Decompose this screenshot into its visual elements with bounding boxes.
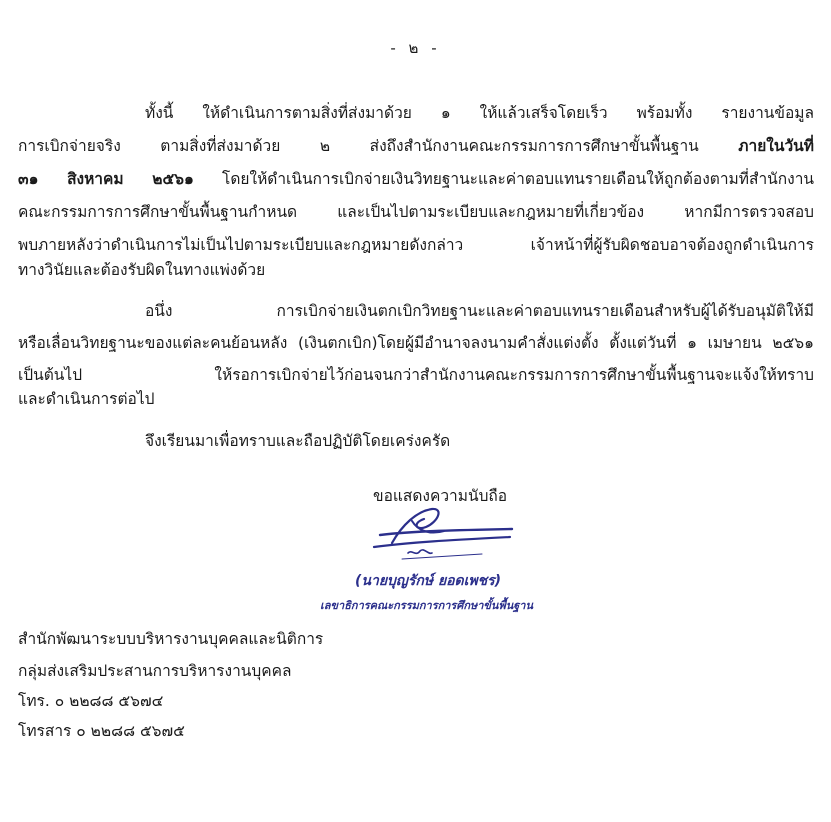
paragraph-1-line-3-text: โดยให้ดำเนินการเบิกจ่ายเงินวิทยฐานะและค่าตอบแทนรายเดือนให้ถูกต้องตามที่สำนักงาน bbox=[222, 170, 814, 188]
page-number: - ๒ - bbox=[390, 39, 441, 57]
deadline-date: ๓๑ สิงหาคม ๒๕๖๑ bbox=[18, 170, 194, 188]
footer-office: สำนักพัฒนาระบบบริหารงานบุคคลและนิติการ bbox=[18, 630, 324, 648]
paragraph-2-line-3: เป็นต้นไป ให้รอการเบิกจ่ายไว้ก่อนจนกว่าสำนักงานคณะกรรมการการศึกษาขั้นพื้นฐานจะแจ้งให้ทราบ bbox=[18, 366, 814, 384]
paragraph-2-line-4: และดำเนินการต่อไป bbox=[18, 390, 155, 408]
paragraph-1-line-1: ทั้งนี้ ให้ดำเนินการตามสิ่งที่ส่งมาด้วย ๑ ให้แล้วเสร็จโดยเร็ว พร้อมทั้ง รายงานข้อมูล bbox=[145, 104, 814, 122]
handwritten-signature bbox=[372, 497, 522, 573]
footer-phone: โทร. ๐ ๒๒๘๘ ๕๖๗๔ bbox=[18, 692, 164, 710]
paragraph-1-line-3 bbox=[18, 166, 814, 192]
paragraph-2-line-1: อนึ่ง การเบิกจ่ายเงินตกเบิกวิทยฐานะและค่าตอบแทนรายเดือนสำหรับผู้ได้รับอนุมัติให้มี bbox=[145, 302, 814, 320]
closing-phrase: ขอแสดงความนับถือ bbox=[373, 487, 508, 505]
paragraph-1-line-2-text: การเบิกจ่ายจริง ตามสิ่งที่ส่งมาด้วย ๒ ส่งถึงสำนักงานคณะกรรมการการศึกษาขั้นพื้นฐาน bbox=[18, 137, 699, 155]
deadline-label: ภายในวันที่ bbox=[738, 137, 814, 155]
signer-name: (นายบุญรักษ์ ยอดเพชร) bbox=[355, 573, 502, 589]
paragraph-3: จึงเรียนมาเพื่อทราบและถือปฏิบัติโดยเคร่งครัด bbox=[145, 432, 451, 450]
footer-fax: โทรสาร ๐ ๒๒๘๘ ๕๖๗๕ bbox=[18, 722, 185, 740]
signer-title: เลขาธิการคณะกรรมการการศึกษาขั้นพื้นฐาน bbox=[320, 599, 533, 612]
paragraph-1-line-6: ทางวินัยและต้องรับผิดในทางแพ่งด้วย bbox=[18, 261, 266, 279]
paragraph-2-line-2: หรือเลื่อนวิทยฐานะของแต่ละคนย้อนหลัง (เงินตกเบิก)โดยผู้มีอำนาจลงนามคำสั่งแต่งตั้ง ตั้งแต่วันที่ ๑ เมษายน ๒๕๖๑ bbox=[18, 334, 814, 352]
paragraph-1-line-5: พบภายหลังว่าดำเนินการไม่เป็นไปตามระเบียบและกฎหมายดังกล่าว เจ้าหน้าที่ผู้รับผิดชอบอาจต้องถูกดำเนินการ bbox=[18, 236, 814, 254]
paragraph-1-line-4: คณะกรรมการการศึกษาขั้นพื้นฐานกำหนด และเป็นไปตามระเบียบและกฎหมายที่เกี่ยวข้อง หากมีการตรวจสอบ bbox=[18, 203, 814, 221]
paragraph-1-line-2 bbox=[18, 133, 814, 159]
footer-group: กลุ่มส่งเสริมประสานการบริหารงานบุคคล bbox=[18, 662, 292, 680]
